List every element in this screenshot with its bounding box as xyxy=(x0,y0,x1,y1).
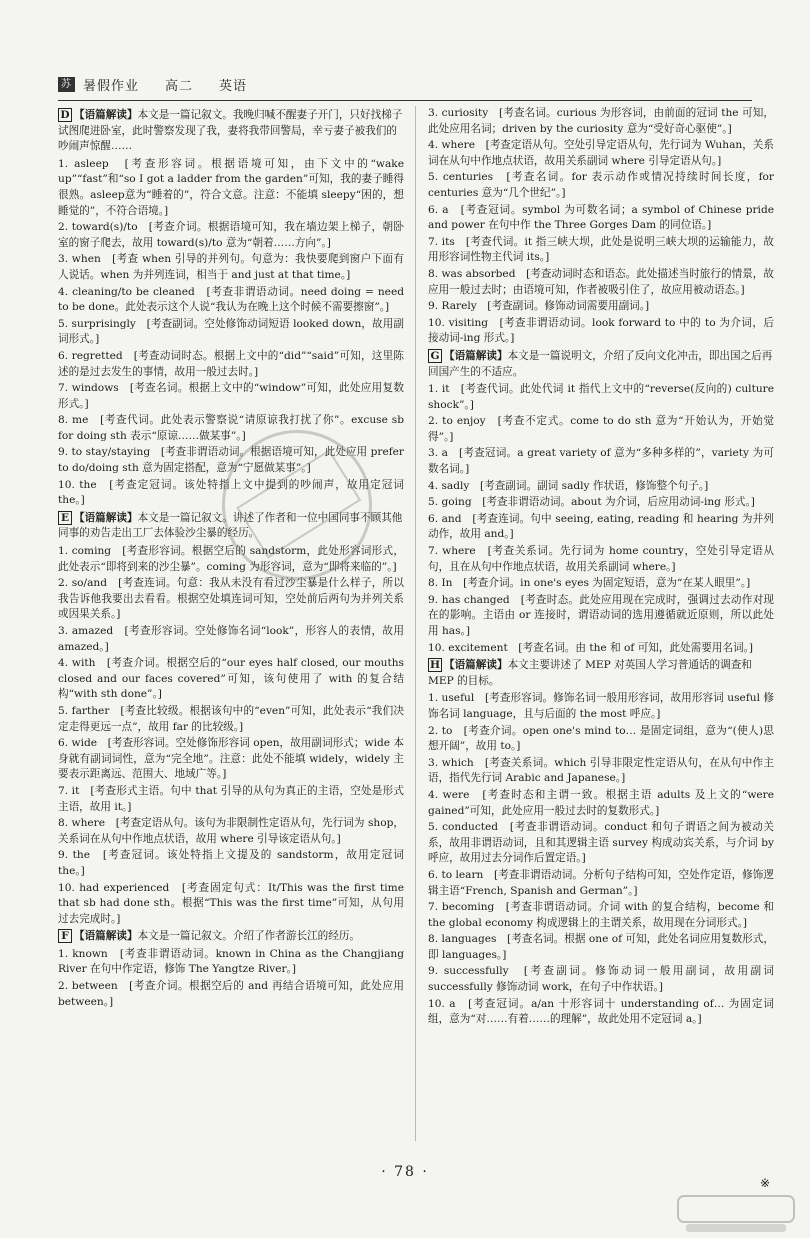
answer-item: 10. the [考查定冠词。该处特指上文中提到的吵闹声，故用定冠词 the。] xyxy=(58,478,404,507)
answer-item: 4. sadly [考查副词。副词 sadly 作状语，修饰整个句子。] xyxy=(428,479,709,492)
passage-section-header xyxy=(428,349,774,380)
section-letter: E xyxy=(58,511,72,525)
passage-section-header xyxy=(58,929,404,945)
passage-section-header xyxy=(428,658,774,689)
answer-item: 8. where [考查定语从句。该句为非限制性定语从句，先行词为 shop，关系词在从句中作地点状语，故用 where 引导该定语从句。] xyxy=(58,817,404,845)
answer-item: 10. excitement [考查名词。由 the 和 of 可知，此处需要用名词。] xyxy=(428,641,754,654)
section-tag: 【语篇解读】 xyxy=(444,349,508,362)
answer-item: 2. so/and [考查连词。句意：我从未没有看过沙尘暴是什么样子，所以我告诉他我要出去看看。根据空处填连词可知，空处前后两句为并列关系或因果关系。] xyxy=(58,577,404,621)
answer-item: 7. its [考查代词。it 指三峡大坝，此处是说明三峡大坝的运输能力，故用形容词性物主代词 its。] xyxy=(428,235,774,264)
subject-label: 英语 xyxy=(219,78,248,94)
grade-label: 高二 xyxy=(165,78,194,94)
section-letter: D xyxy=(58,108,72,122)
section-letter: F xyxy=(58,929,72,943)
section-tag: 【语篇解读】 xyxy=(74,930,138,943)
answer-item: 6. to learn [考查非谓语动词。分析句子结构可知，空处作定语，修饰逻辑主语“French, Spanish and German”。] xyxy=(428,868,774,897)
answer-item: 9. Rarely [考查副词。修饰动词需要用副词。] xyxy=(428,300,650,313)
answer-item: 3. amazed [考查形容词。空处修饰名词“look”，形容人的表情，故用 amazed。] xyxy=(58,625,404,653)
right-column xyxy=(428,106,774,1141)
corner-watermark-logo xyxy=(676,1192,796,1236)
answer-item: 5. conducted [考查非谓语动词。conduct 和句子谓语之间为被动关系，故用非谓语动词，且和其逻辑主语 survey 构成动宾关系，与介词 by 呼应，故用过去分词作后置定语。] xyxy=(428,821,774,865)
answer-item: 7. where [考查关系词。先行词为 home country，空处引导定语从句，且在从句中作地点状语，故用关系副词 where。] xyxy=(428,545,774,573)
section-letter: G xyxy=(428,349,442,363)
answer-item: 4. cleaning/to be cleaned [考查非谓语动词。need doing = need to be done。此处表示这个人说“我认为在晚上这个时候不需要擦窗”。] xyxy=(58,285,404,314)
answer-item: 2. toward(s)/to [考查介词。根据语境可知，我在墙边架上梯子，朝卧室的窗子爬去，故用 toward(s)/to 意为“朝着……方向”。] xyxy=(58,221,404,249)
answer-item: 6. regretted [考查动词时态。根据上文中的“did”“said”可知，这里陈述的是过去发生的事情，故用一般过去时。] xyxy=(58,349,404,378)
answer-item: 1. coming [考查形容词。根据空后的 sandstorm，此处形容词形式，此处表示“即将到来的沙尘暴”。coming 为形容词，意为“即将来临的”。] xyxy=(58,545,404,573)
answer-item: 9. the [考查冠词。该处特指上文提及的 sandstorm，故用定冠词 the。] xyxy=(58,849,404,877)
section-summary: 本文是一篇记叙文。我晚归喊不醒妻子开门，只好找梯子试图爬进卧室，此时警察发现了我，妻将我带回警局，幸亏妻子被我们的吵闹声惊醒…… xyxy=(58,109,403,153)
answer-item: 1. asleep [考查形容词。根据语境可知，由下文中的“wake up”“fast”和“so I got a ladder from the garden”可知，我的妻子睡得很熟。asleep意为“睡着的”，符合文意。注意：不能填 sleepy“困的，想睡觉的”，不符合语境。] xyxy=(58,157,404,217)
page-number: · 78 · xyxy=(381,1164,429,1180)
answer-item: 8. me [考查代词。此处表示警察说“请原谅我打扰了你”。excuse sb for doing sth 表示“原谅……做某事”。] xyxy=(58,414,404,442)
answer-item: 1. useful [考查形容词。修饰名词一般用形容词，故用形容词 useful 修饰名词 language，且与后面的 the most 呼应。] xyxy=(428,692,774,720)
answer-item: 7. becoming [考查非谓语动词。介词 with 的复合结构，become 和 the global economy 构成逻辑上的主谓关系，故用现在分词形式。] xyxy=(428,901,774,929)
section-summary: 本文是一篇记叙文。讲述了作者和一位中国同事不顾其他同事的劝告走出工厂去体验沙尘暴的经历。 xyxy=(58,511,403,540)
section-tag: 【语篇解读】 xyxy=(444,659,508,672)
answer-item: 8. In [考查介词。in one's eyes 为固定短语，意为“在某人眼里”。] xyxy=(428,577,751,590)
answer-item: 10. visiting [考查非谓语动词。look forward to 中的 to 为介词，后接动词-ing 形式。] xyxy=(428,316,774,345)
section-summary: 本文是一篇说明文，介绍了反向文化冲击，即出国之后再回国产生的不适应。 xyxy=(428,349,773,378)
answer-item: 10. had experienced [考查固定句式：It/This was the first time that sb had done sth。根据“This was the first time”可知，从句用过去完成时。] xyxy=(58,881,404,925)
answer-item: 4. were [考查时态和主谓一致。根据主语 adults 及上文的“were gained”可知，此处应用一般过去时的复数形式。] xyxy=(428,788,774,817)
answer-item: 9. has changed [考查时态。此处应用现在完成时，强调过去动作对现在的影响。主语由 or 连接时，谓语动词的选用遵循就近原则，所以此处用 has。] xyxy=(428,593,774,637)
answer-item: 5. surprisingly [考查副词。空处修饰动词短语 looked down，故用副词形式。] xyxy=(58,317,404,346)
answer-item: 2. to enjoy [考查不定式。come to do sth 意为“开始认为，开始觉得”。] xyxy=(428,415,774,443)
answer-item: 1. known [考查非谓语动词。known in China as the Changjiang River 在句中作定语，修饰 The Yangtze River。] xyxy=(58,947,404,976)
answer-item: 3. a [考查冠词。a great variety of 意为“多种多样的”，variety 为可数名词。] xyxy=(428,447,774,476)
star-mark: ※ xyxy=(759,1176,770,1190)
publisher-logo: 苏 xyxy=(58,77,75,92)
left-column xyxy=(58,106,404,1141)
section-tag: 【语篇解读】 xyxy=(74,511,138,524)
answer-item: 6. and [考查连词。句中 seeing, eating, reading 和 hearing 为并列动作，故用 and。] xyxy=(428,512,774,541)
answer-item: 2. between [考查介词。根据空后的 and 再结合语境可知，此处应用 between。] xyxy=(58,980,404,1008)
answer-item: 4. where [考查定语从句。空处引导定语从句，先行词为 Wuhan，关系词在从句中作地点状语，故用关系副词 where 引导定语从句。] xyxy=(428,139,774,167)
book-title: 暑假作业 xyxy=(83,78,140,94)
column-divider xyxy=(415,106,416,1141)
answer-item: 2. to [考查介词。open one's mind to… 是固定词组，意为“(使人)思想开阔”，故用 to。] xyxy=(428,724,774,753)
answer-item: 8. languages [考查名词。根据 one of 可知，此处名词应用复数形式，即 languages。] xyxy=(428,933,774,961)
answer-item: 5. going [考查非谓语动词。about 为介词，后应用动词-ing 形式。] xyxy=(428,496,755,509)
passage-section-header xyxy=(58,108,404,155)
page-header xyxy=(58,74,752,94)
section-letter: H xyxy=(429,659,440,672)
answer-item: 1. it [考查代词。此处代词 it 指代上文中的“reverse(反向的) culture shock”。] xyxy=(428,383,774,411)
section-summary: 本文主要讲述了 MEP 对英国人学习普通话的调查和 MEP 的目标。 xyxy=(428,659,752,687)
answer-item: 3. which [考查关系词。which 引导非限定性定语从句，在从句中作主语，指代先行词 Arabic and Japanese。] xyxy=(428,756,774,785)
answer-item: 7. windows [考查名词。根据上文中的“window”可知，此处应用复数形式。] xyxy=(58,382,404,410)
answer-item: 3. when [考查 when 引导的并列句。句意为：我快要爬到窗户下面有人说话。when 为并列连词，相当于 and just at that time。] xyxy=(58,253,404,281)
header-rule xyxy=(58,100,752,101)
passage-section-header xyxy=(58,511,404,542)
answer-item: 3. curiosity [考查名词。curious 为形容词，由前面的冠词 the 可知，此处应用名词；driven by the curiosity 意为“受好奇心驱使”。] xyxy=(428,107,774,135)
answer-item: 9. successfully [考查副词。修饰动词一般用副词，故用副词 successfully 修饰动词 work，在句子中作状语。] xyxy=(428,965,774,994)
answer-item: 8. was absorbed [考查动词时态和语态。此处描述当时旅行的情景，故应用一般过去时；由语境可知，作者被吸引住了，故应用被动语态。] xyxy=(428,267,774,296)
answer-item: 9. to stay/staying [考查非谓语动词。根据语境可知，此处应用 prefer to do/doing sth 意为固定搭配，意为“宁愿做某事”。] xyxy=(58,446,404,475)
answer-item: 7. it [考查形式主语。句中 that 引导的从句为真正的主语，空处是形式主语，故用 it。] xyxy=(58,784,404,813)
answer-item: 4. with [考查介词。根据空后的“our eyes half closed, our mouths closed and our faces covered”可知，该句使用了 with 的复合结构“with sth done”。] xyxy=(58,657,404,701)
answer-item: 6. a [考查冠词。symbol 为可数名词；a symbol of Chinese pride and power 在句中作 the Three Gorges Dam 的同位语。] xyxy=(428,203,774,232)
section-summary: 本文是一篇记叙文。介绍了作者游长江的经历。 xyxy=(137,930,361,943)
answer-item: 5. centuries [考查名词。for 表示动作或情况持续时间长度，for centuries 意为“几个世纪”。] xyxy=(428,171,774,199)
answer-item: 5. farther [考查比较级。根据该句中的“even”可知，此处表示“我们决定走得更远一点”，故用 far 的比较级。] xyxy=(58,704,404,733)
section-tag: 【语篇解读】 xyxy=(74,109,138,121)
answer-item: 10. a [考查冠词。a/an 十形容词十 understanding of… 为固定词组，意为“对……有着……的理解”，故此处用不定冠词 a。] xyxy=(428,997,774,1026)
answer-item: 6. wide [考查形容词。空处修饰形容词 open，故用副词形式；wide 本身就有副词词性，意为“完全地”。注意：此处不能填 widely，widely 主要表示距离远、范围大、地域广等。] xyxy=(58,737,404,781)
